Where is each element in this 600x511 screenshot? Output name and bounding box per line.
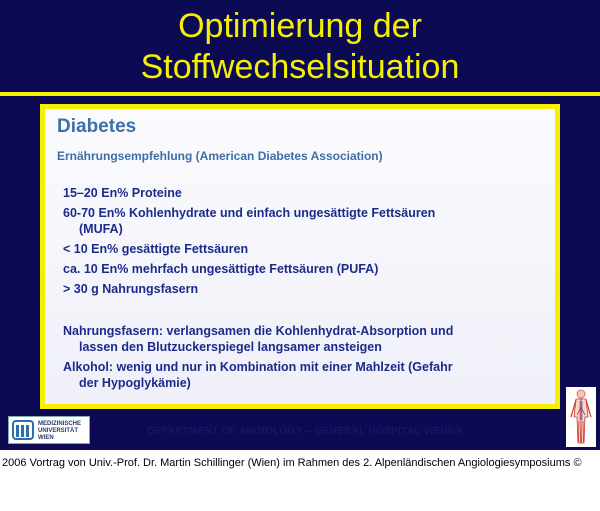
title-line-1: Optimierung der — [178, 7, 422, 45]
slide-title — [0, 6, 600, 88]
title-line-2: Stoffwechselsituation — [140, 48, 460, 86]
note-item — [63, 359, 549, 391]
list-item — [63, 185, 549, 201]
note-text-continued: lassen den Blutzuckerspiegel langsamer ansteigen — [79, 340, 382, 354]
note-item — [63, 323, 549, 355]
note-text-continued: der Hypoglykämie) — [79, 376, 191, 390]
item-text: < 10 En% gesättigte Fettsäuren — [63, 242, 249, 256]
item-text: 60-70 En% Kohlenhydrate und einfach ungesättigte Fettsäuren — [63, 206, 436, 220]
department-label: DEPARTMENT OF ANGIOLOGY – GENERAL HOSPITAL VIENNA — [146, 426, 464, 437]
card-heading: Diabetes — [57, 116, 137, 137]
card-subheading: Ernährungsempfehlung (American Diabetes Association) — [57, 149, 383, 163]
item-text: > 30 g Nahrungsfasern — [63, 282, 199, 296]
list-item — [63, 241, 549, 257]
list-item — [63, 261, 549, 277]
content-card — [40, 104, 560, 409]
logo-text: MEDIZINISCHE UNIVERSITÄT WIEN — [38, 421, 82, 441]
list-item — [63, 205, 549, 237]
anatomy-figure-icon — [566, 387, 596, 447]
list-item — [63, 281, 549, 297]
title-divider — [0, 92, 600, 96]
note-text: Alkohol: wenig und nur in Kombination mit einer Mahlzeit (Gefahr — [63, 360, 453, 374]
university-logo-icon — [12, 420, 34, 440]
note-text: Nahrungsfasern: verlangsamen die Kohlenhydrat-Absorption und — [63, 324, 454, 338]
item-text: ca. 10 En% mehrfach ungesättigte Fettsäuren (PUFA) — [63, 262, 379, 276]
university-logo — [8, 416, 90, 444]
item-text: 15–20 En% Proteine — [63, 186, 182, 200]
caption: 2006 Vortrag von Univ.-Prof. Dr. Martin Schillinger (Wien) im Rahmen des 2. Alpenländischen Angiologiesymposiums © — [2, 457, 582, 469]
item-text-continued: (MUFA) — [79, 222, 123, 236]
recommendation-list — [63, 185, 549, 395]
